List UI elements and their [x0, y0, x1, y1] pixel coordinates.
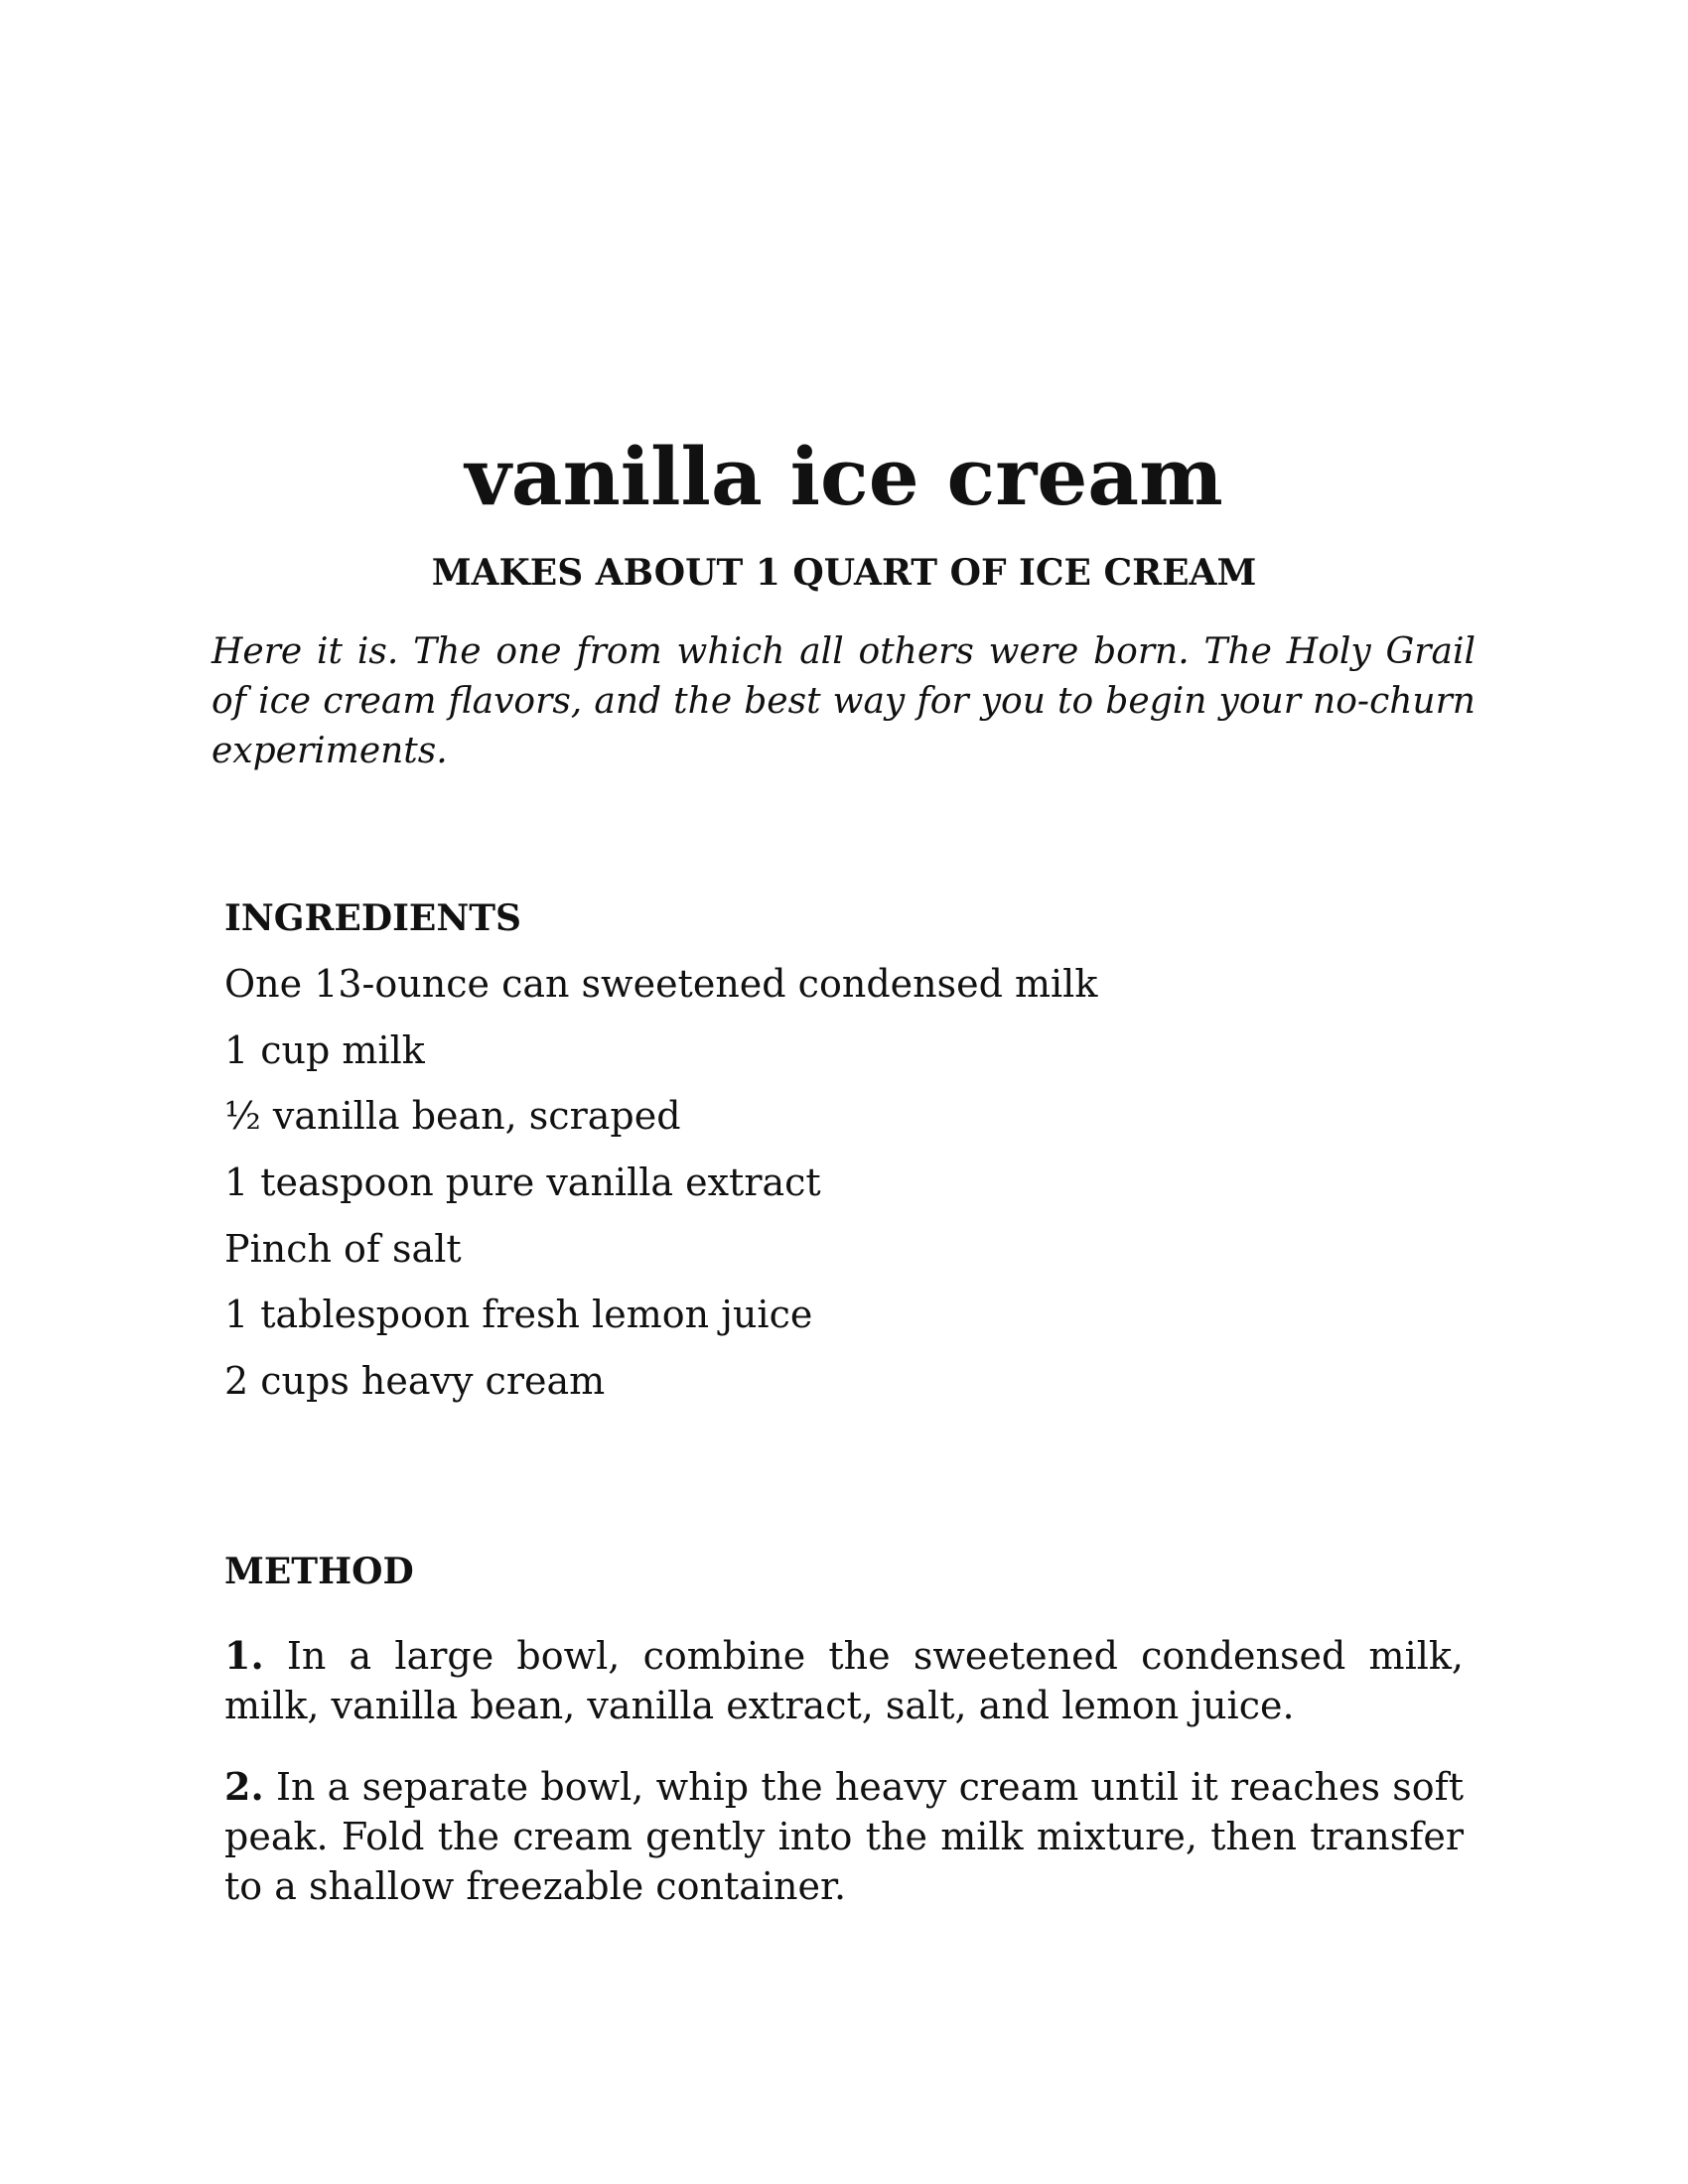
ingredient-item: 1 teaspoon pure vanilla extract: [224, 1160, 821, 1205]
method-step: [224, 1762, 1464, 1911]
step-number: 1.: [224, 1633, 264, 1678]
ingredient-item: 2 cups heavy cream: [224, 1359, 606, 1404]
recipe-yield: MAKES ABOUT 1 QUART OF ICE CREAM: [431, 552, 1257, 594]
ingredient-item: 1 tablespoon fresh lemon juice: [224, 1293, 813, 1337]
recipe-intro: Here it is. The one from which all others were born. The Holy Grail of ice cream flavors, and the best way for you to begin your no-churn experiments.: [211, 631, 1476, 771]
ingredient-list: [224, 959, 1466, 1423]
ingredient-item: ½ vanilla bean, scraped: [224, 1094, 681, 1139]
ingredient-item: 1 cup milk: [224, 1027, 425, 1072]
ingredient-item: One 13-ounce can sweetened condensed milk: [224, 962, 1098, 1006]
step-number: 2.: [224, 1764, 264, 1809]
ingredients-heading: INGREDIENTS: [224, 897, 522, 939]
ingredient-item: Pinch of salt: [224, 1226, 462, 1271]
step-text: In a large bowl, combine the sweetened condensed milk, milk, vanilla bean, vanilla extract, salt, and lemon juice.: [224, 1634, 1464, 1727]
step-text: In a separate bowl, whip the heavy cream until it reaches soft peak. Fold the cream gently into the milk mixture, then transfer to a shallow freezable container.: [224, 1765, 1464, 1908]
method-heading: METHOD: [224, 1551, 414, 1592]
recipe-title: vanilla ice cream: [465, 430, 1223, 523]
method-step: [224, 1631, 1464, 1730]
